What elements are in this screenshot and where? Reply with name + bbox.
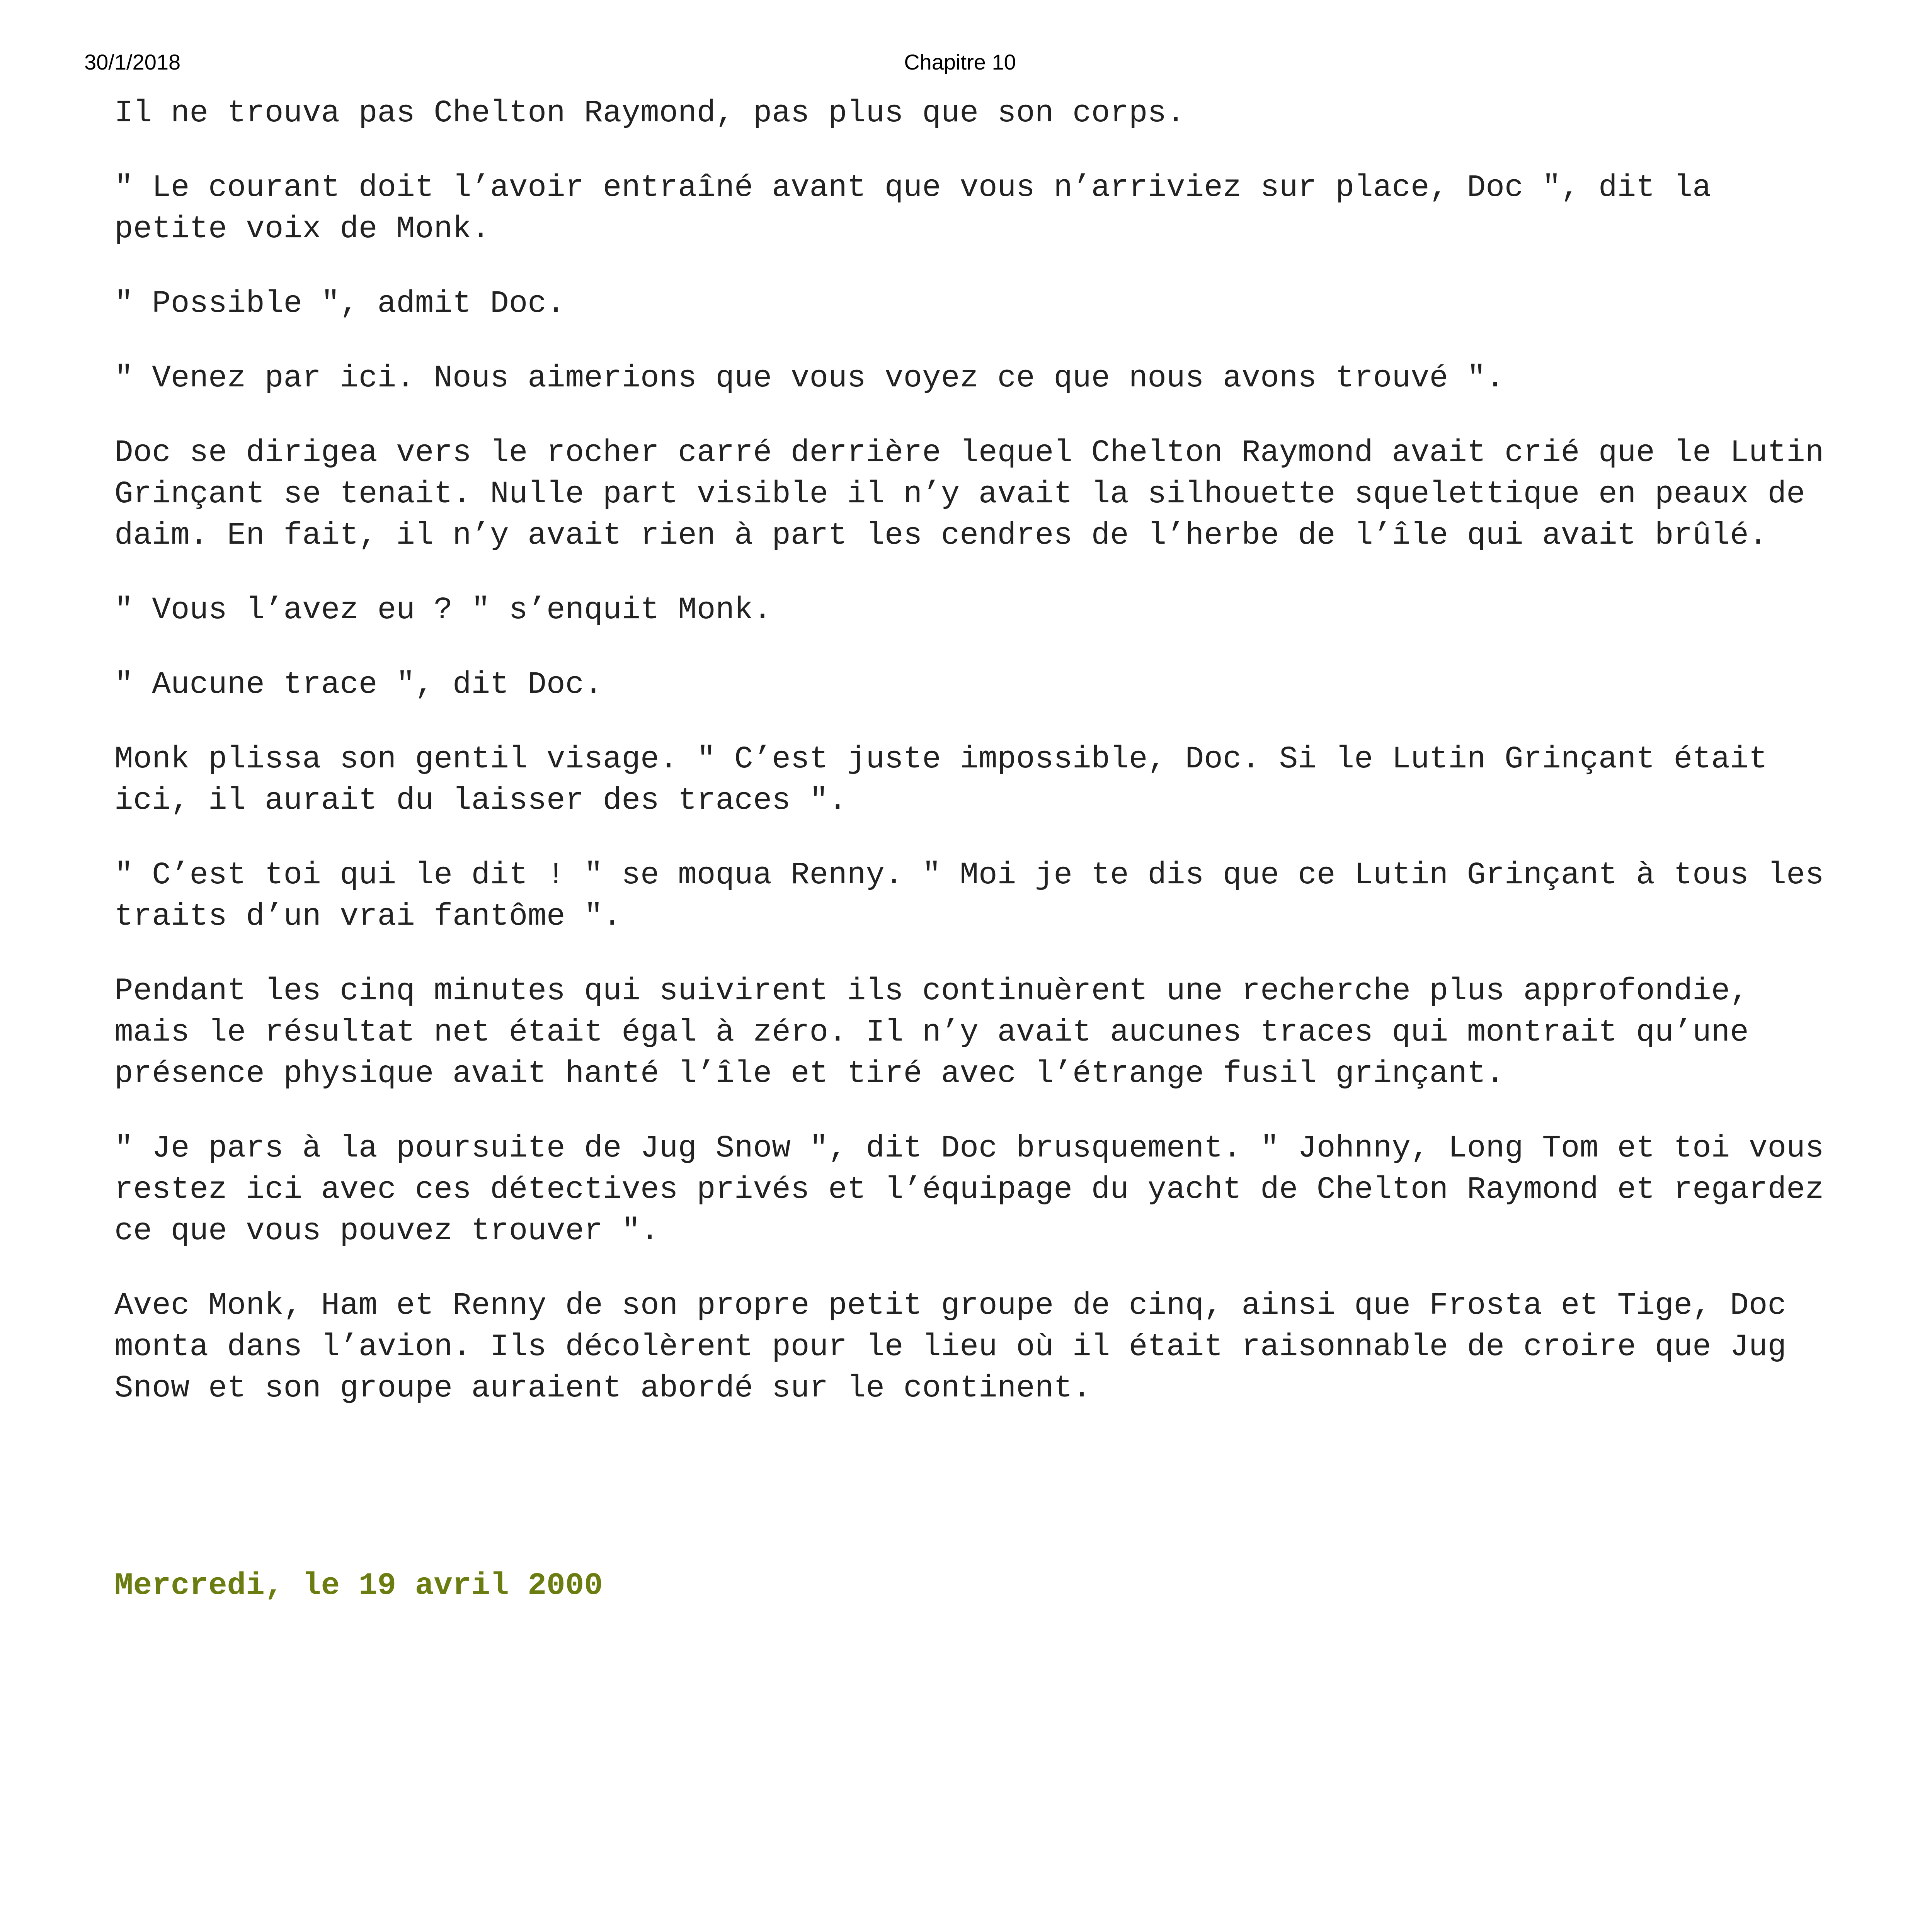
paragraph: Pendant les cinq minutes qui suivirent ils continuèrent une recherche plus approfondie, mais le résultat net était égal à zéro. Il n’y avait aucunes traces qui montrait qu’une présence physique avait hanté l’île et tiré avec l’étrange fusil grinçant. (114, 974, 1749, 1092)
paragraph: Monk plissa son gentil visage. " C’est juste impossible, Doc. Si le Lutin Grinçant était ici, il aurait du laisser des traces ". (114, 742, 1768, 818)
paragraph: " C’est toi qui le dit ! " se moqua Renny. " Moi je te dis que ce Lutin Grinçant à tous les traits d’un vrai fantôme ". (114, 858, 1824, 934)
print-date: 30/1/2018 (84, 50, 181, 74)
paragraph: " Je pars à la poursuite de Jug Snow ", dit Doc brusquement. " Johnny, Long Tom et toi vous restez ici avec ces détectives privés et l’équipage du yacht de Chelton Raymond et regardez ce que vous pouvez trouver ". (114, 1131, 1824, 1249)
paragraph: " Venez par ici. Nous aimerions que vous voyez ce que nous avons trouvé ". (114, 361, 1505, 396)
paragraph: Avec Monk, Ham et Renny de son propre petit groupe de cinq, ainsi que Frosta et Tige, Doc monta dans l’avion. Ils décolèrent pour le lieu où il était raisonnable de croire que Jug Snow et son groupe auraient abordé sur le continent. (114, 1288, 1787, 1406)
paragraph: " Vous l’avez eu ? " s’enquit Monk. (114, 593, 772, 628)
print-header (0, 49, 1920, 80)
date-signature: Mercredi, le 19 avril 2000 (114, 1568, 603, 1604)
paragraph: " Possible ", admit Doc. (114, 286, 565, 321)
paragraph: " Le courant doit l’avoir entraîné avant que vous n’arriviez sur place, Doc ", dit la petite voix de Monk. (114, 170, 1711, 247)
page-title: Chapitre 10 (904, 50, 1016, 74)
paragraph: " Aucune trace ", dit Doc. (114, 667, 603, 702)
chapter-content (114, 93, 1830, 1607)
paragraph: Il ne trouva pas Chelton Raymond, pas plus que son corps. (114, 96, 1185, 131)
paragraph: Doc se dirigea vers le rocher carré derrière lequel Chelton Raymond avait crié que le Lutin Grinçant se tenait. Nulle part visible il n’y avait la silhouette squelettique en peaux de daim. En fait, il n’y avait rien à part les cendres de l’herbe de l’île qui avait brûlé. (114, 435, 1824, 553)
